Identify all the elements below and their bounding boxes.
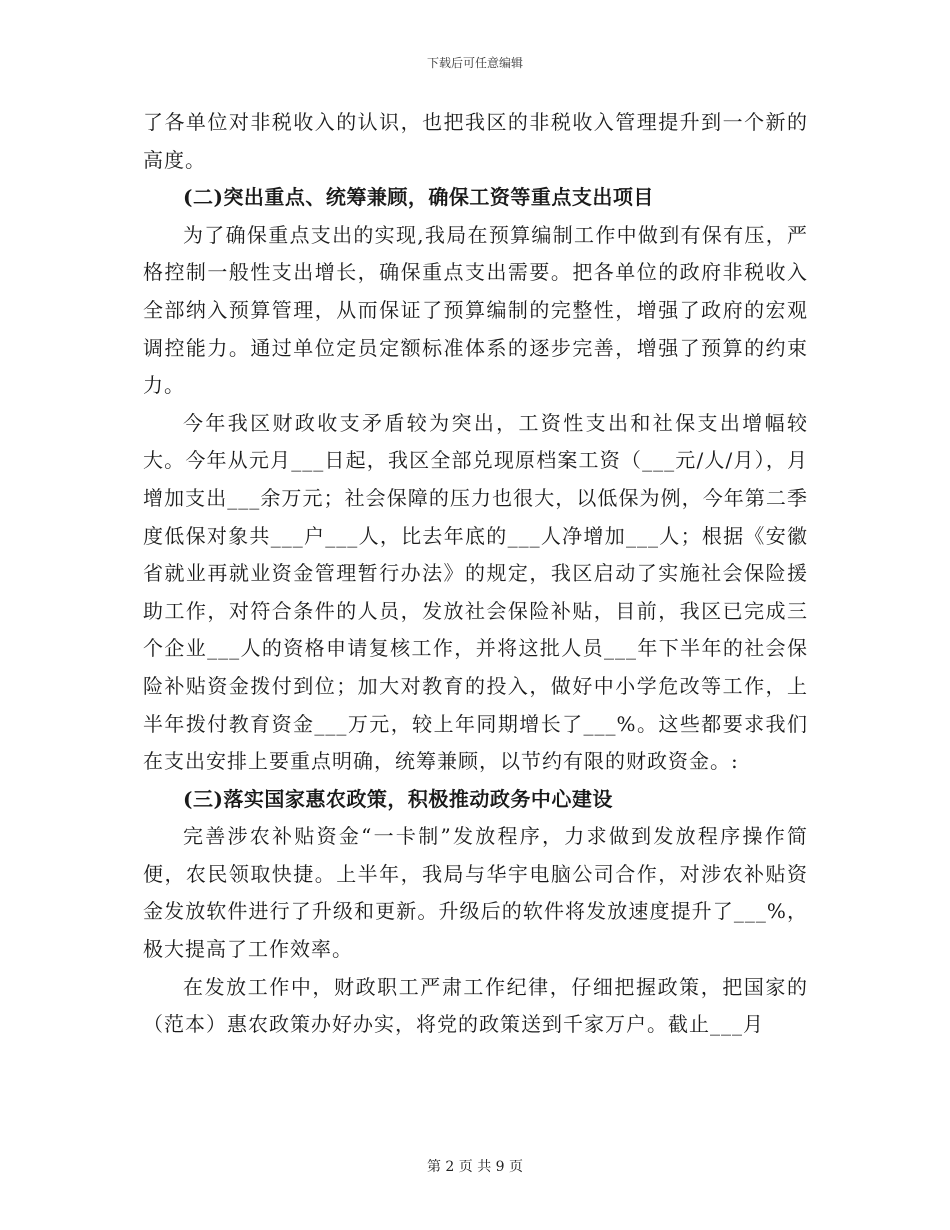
section-heading-3: (三)落实国家惠农政策，积极推动政务中心建设 [183,786,613,811]
paragraph-budget: 为了确保重点支出的实现,我局在预算编制工作中做到有保有压，严格控制一般性支出增长，确保重点支出需要。把各单位的政府非税收入全部纳入预算管理，从而保证了预算编制的完整性，增强了政府的宏观调控能力。通过单位定员定额标准体系的逐步完善，增强了预算的约束力。 [143,222,808,398]
page-number: 第 2 页 共 9 页 [426,1159,524,1175]
paragraph-subsidy: 完善涉农补贴资金“一卡制”发放程序，力求做到发放程序操作简便，农民领取快捷。上半年，我局与华宇电脑公司合作，对涉农补贴资金发放软件进行了升级和更新。升级后的软件将发放速度提升了___%，极大提高了工作效率。 [143,824,808,962]
page-header-note: 下载后可任意编辑 [426,56,523,70]
section-heading-2: (二)突出重点、统筹兼顾，确保工资等重点支出项目 [183,185,654,210]
document-body [143,104,808,1044]
paragraph-continued: 了各单位对非税收入的认识，也把我区的非税收入管理提升到一个新的高度。 [143,110,808,172]
paragraph-expenditure: 今年我区财政收支矛盾较为突出，工资性支出和社保支出增幅较大。今年从元月___日起，我区全部兑现原档案工资（___元/人/月），月增加支出___余万元；社会保障的压力也很大，以低保为例，今年第二季度低保对象共___户___人，比去年底的___人净增加___人；根据《安徽省就业再就业资金管理暂行办法》的规定，我区启动了实施社会保险援助工作，对符合条件的人员，发放社会保险补贴，目前，我区已完成三个企业___人的资格申请复核工作，并将这批人员___年下半年的社会保险补贴资金拨付到位；加大对教育的投入，做好中小学危改等工作，上半年拨付教育资金___万元，较上年同期增长了___%。这些都要求我们在支出安排上要重点明确，统筹兼顾，以节约有限的财政资金。: [143,410,808,774]
paragraph-distribution: 在发放工作中，财政职工严肃工作纪律，仔细把握政策，把国家的（范本）惠农政策办好办实，将党的政策送到千家万户。截止___月 [143,974,808,1037]
